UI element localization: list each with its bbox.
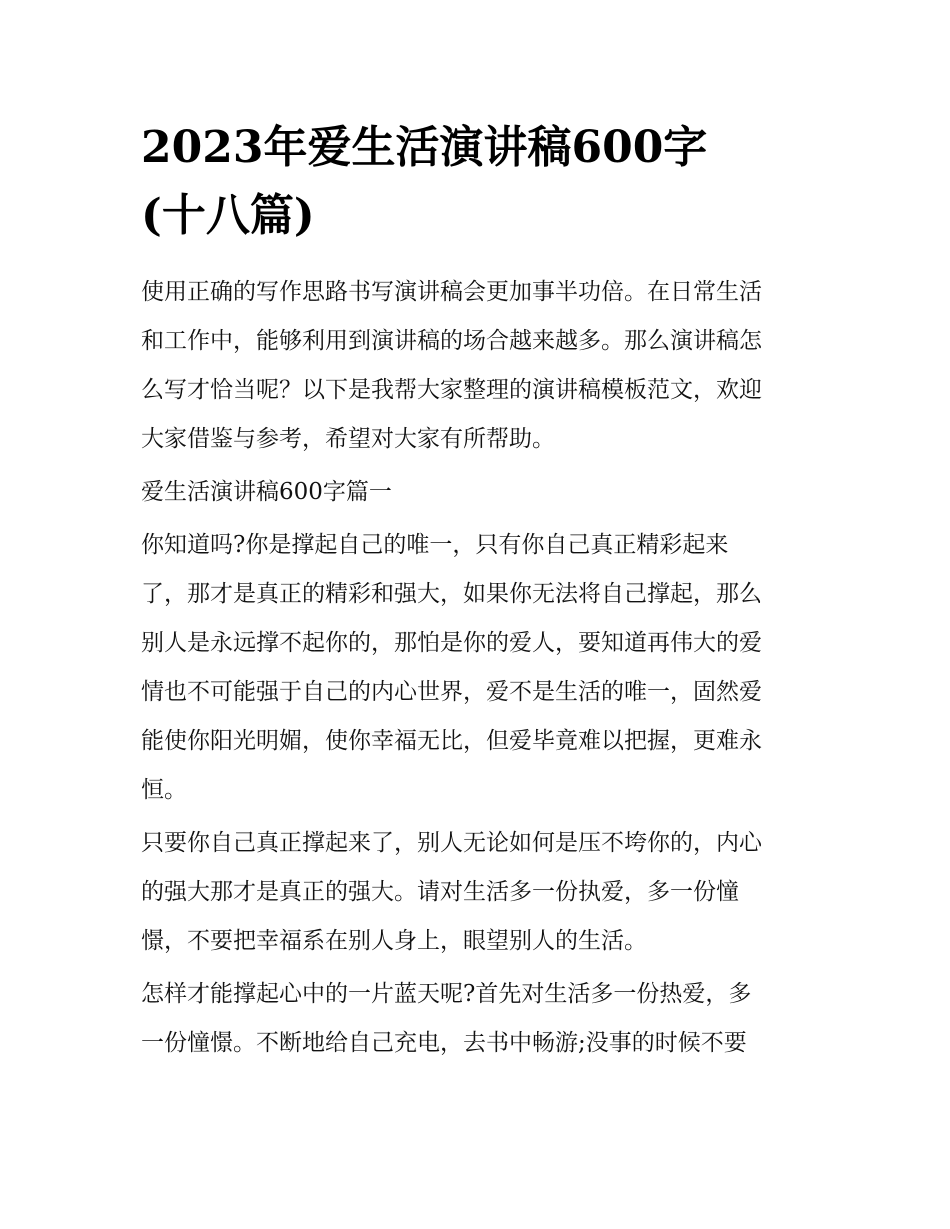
document-content bbox=[141, 114, 813, 1072]
text-line: 的强大那才是真正的强大。请对生活多一份执爱，多一份憧 bbox=[141, 879, 739, 905]
text-line: 么写才恰当呢？以下是我帮大家整理的演讲稿模板范文，欢迎 bbox=[141, 377, 762, 403]
text-line: 和工作中，能够利用到演讲稿的场合越来越多。那么演讲稿怎 bbox=[141, 328, 762, 354]
document-title bbox=[141, 114, 813, 250]
text-line: 恒。 bbox=[141, 777, 187, 803]
text-line: 别人是永远撑不起你的，那怕是你的爱人，要知道再伟大的爱 bbox=[141, 630, 762, 656]
intro-paragraph bbox=[141, 268, 813, 464]
text-line: 情也不可能强于自己的内心世界，爱不是生活的唯一，固然爱 bbox=[141, 679, 762, 705]
title-line: 2023年爱生活演讲稿600字 bbox=[141, 122, 708, 173]
text-line: 使用正确的写作思路书写演讲稿会更加事半功倍。在日常生活 bbox=[141, 279, 762, 305]
text-line: 一份憧憬。不断地给自己充电，去书中畅游;没事的时候不要 bbox=[141, 1030, 747, 1056]
text-line: 大家借鉴与参考，希望对大家有所帮助。 bbox=[141, 426, 555, 452]
text-line: 憬，不要把幸福系在别人身上，眼望别人的生活。 bbox=[141, 928, 647, 954]
text-line: 爱生活演讲稿600字篇一 bbox=[141, 479, 392, 505]
text-line: 怎样才能撑起心中的一片蓝天呢?首先对生活多一份热爱，多 bbox=[141, 981, 752, 1007]
document-body bbox=[141, 268, 813, 1068]
section-heading bbox=[141, 468, 813, 517]
body-paragraph bbox=[141, 521, 813, 815]
text-line: 了，那才是真正的精彩和强大，如果你无法将自己撑起，那么 bbox=[141, 581, 762, 607]
text-line: 能使你阳光明媚，使你幸福无比，但爱毕竟难以把握，更难永 bbox=[141, 728, 762, 754]
text-line: 只要你自己真正撑起来了，别人无论如何是压不垮你的，内心 bbox=[141, 830, 762, 856]
body-paragraph bbox=[141, 970, 813, 1068]
title-line: (十八篇) bbox=[141, 190, 315, 241]
text-line: 你知道吗?你是撑起自己的唯一，只有你自己真正精彩起来 bbox=[141, 532, 729, 558]
body-paragraph bbox=[141, 819, 813, 966]
